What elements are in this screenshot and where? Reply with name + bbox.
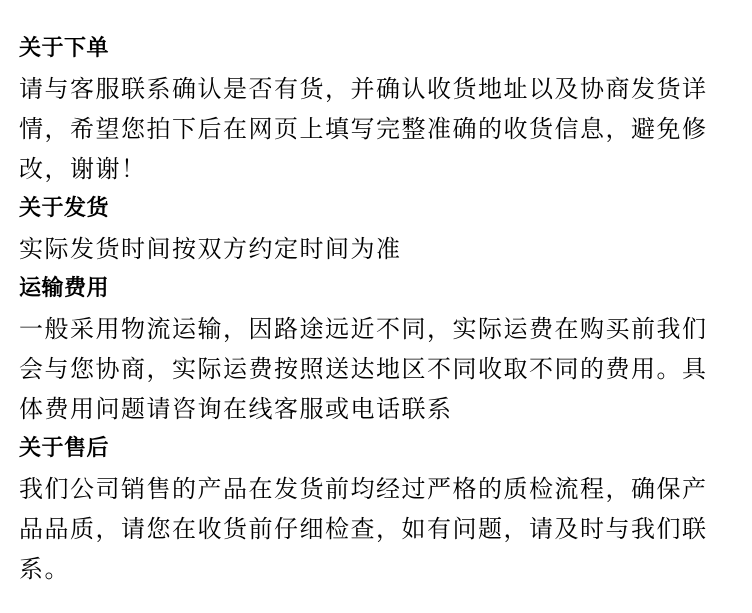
- body-line: 体费用问题请咨询在线客服或电话联系: [19, 395, 453, 423]
- body-line: 一般采用物流运输，因路途远近不同，实际运费在购买前我们: [19, 315, 708, 343]
- body-line: 我们公司销售的产品在发货前均经过严格的质检流程，确保产: [19, 475, 708, 503]
- section-about-shipping: [19, 189, 724, 269]
- body-line: 情，希望您拍下后在网页上填写完整准确的收货信息，避免修: [19, 115, 708, 143]
- section-about-ordering: [19, 29, 724, 189]
- section-heading-after-sales: 关于售后: [19, 436, 110, 461]
- body-line: 改，谢谢！: [19, 155, 147, 183]
- section-heading-about-shipping: 关于发货: [19, 196, 110, 221]
- section-after-sales: [19, 429, 724, 589]
- section-body-after-sales: [19, 469, 724, 589]
- section-heading-shipping-fees: 运输费用: [19, 276, 110, 301]
- section-shipping-fees: [19, 269, 724, 429]
- body-line: 品品质，请您在收货前仔细检查，如有问题，请及时与我们联: [19, 515, 708, 543]
- body-line: 系。: [19, 555, 70, 583]
- body-line: 实际发货时间按双方约定时间为准: [19, 235, 402, 263]
- section-body-about-shipping: [19, 229, 724, 269]
- body-line: 会与您协商，实际运费按照送达地区不同收取不同的费用。具: [19, 355, 708, 383]
- body-line: 请与客服联系确认是否有货，并确认收货地址以及协商发货详: [19, 75, 708, 103]
- section-body-shipping-fees: [19, 309, 724, 429]
- section-heading-about-ordering: 关于下单: [19, 36, 110, 61]
- section-body-about-ordering: [19, 69, 724, 189]
